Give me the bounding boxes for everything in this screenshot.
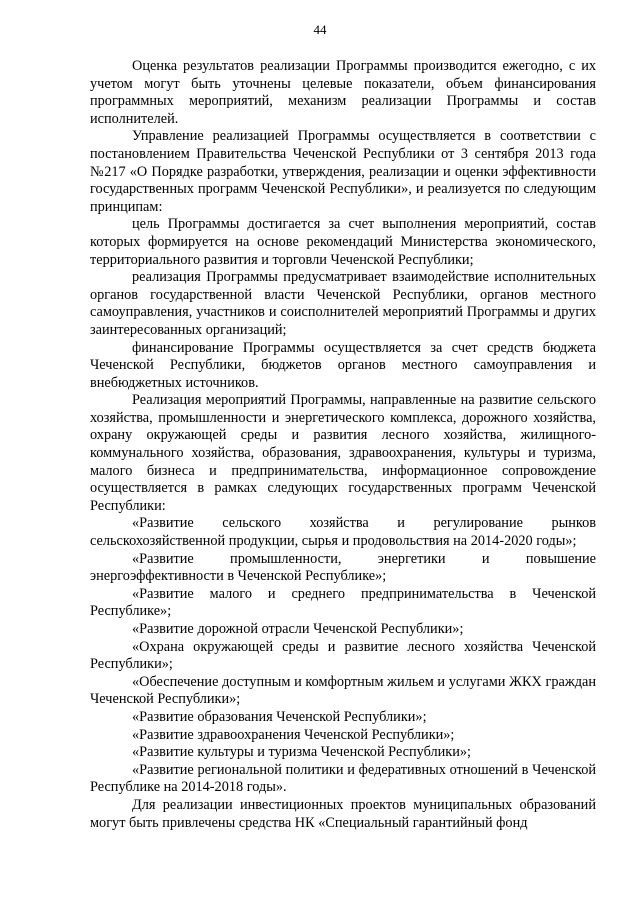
paragraph-management: Управление реализацией Программы осуществляется в соответствии с постановлением Правительства Чеченской Республики от 3 сентября 2013 года №217 «О Порядке разработки, утверждения, реализации и оценки эффективности государственных программ Чеченской Республики», и реализуется по следующим принципам: [90, 128, 596, 215]
program-item-education: «Развитие образования Чеченской Республики»; [132, 708, 427, 725]
program-item-housing: «Обеспечение доступным и комфортным жильем и услугами ЖКХ граждан Чеченской Республики»; [90, 673, 596, 708]
program-item-agriculture: «Развитие сельского хозяйства и регулирование рынков сельскохозяйственной продукции, сырья и продовольствия на 2014-2020 годы»; [90, 515, 596, 550]
paragraph-principle-goal: цель Программы достигается за счет выполнения мероприятий, состав которых формируется на основе рекомендаций Министерства экономического, территориального развития и торговли Чеченской Республики; [90, 216, 596, 268]
program-item-regional-policy: «Развитие региональной политики и федеративных отношений в Чеченской Республике на 2014-2018 годы». [90, 761, 596, 796]
program-item-healthcare: «Развитие здравоохранения Чеченской Республики»; [132, 726, 455, 743]
paragraph-principle-financing: финансирование Программы осуществляется за счет средств бюджета Чеченской Республики, бюджетов органов местного самоуправления и внебюджетных источников. [90, 339, 596, 391]
program-item-industry: «Развитие промышленности, энергетики и повышение энергоэффективности в Чеченской Республике»; [90, 550, 596, 585]
paragraph-investment: Для реализации инвестиционных проектов муниципальных образований могут быть привлечены средства НК «Специальный гарантийный фонд [90, 796, 596, 831]
paragraph-principle-interaction: реализация Программы предусматривает взаимодействие исполнительных органов государственной власти Чеченской Республики, органов местного самоуправления, участников и соисполнителей мероприятий Программы и других заинтересованных организаций; [90, 269, 596, 338]
page-number: 44 [313, 22, 327, 37]
paragraph-evaluation: Оценка результатов реализации Программы производится ежегодно, с их учетом могут быть уточнены целевые показатели, объем финансирования программных мероприятий, механизм реализации Программы и состав исполнителей. [90, 58, 596, 127]
program-item-environment: «Охрана окружающей среды и развитие лесного хозяйства Чеченской Республики»; [90, 638, 596, 673]
paragraph-implementation: Реализация мероприятий Программы, направленные на развитие сельского хозяйства, промышленности и энергетического комплекса, дорожного хозяйства, охрану окружающей среды и развития лесного хозяйства, жилищного-коммунального хозяйства, образования, здравоохранения, культуры и туризма, малого бизнеса и предпринимательства, информационное сопровождение осуществляется в рамках следующих государственных программ Чеченской Республики: [90, 392, 596, 514]
document-body [90, 58, 596, 832]
program-item-culture: «Развитие культуры и туризма Чеченской Республики»; [132, 744, 472, 761]
program-item-roads: «Развитие дорожной отрасли Чеченской Республики»; [132, 621, 464, 637]
program-item-small-business: «Развитие малого и среднего предпринимательства в Чеченской Республике»; [90, 585, 596, 620]
